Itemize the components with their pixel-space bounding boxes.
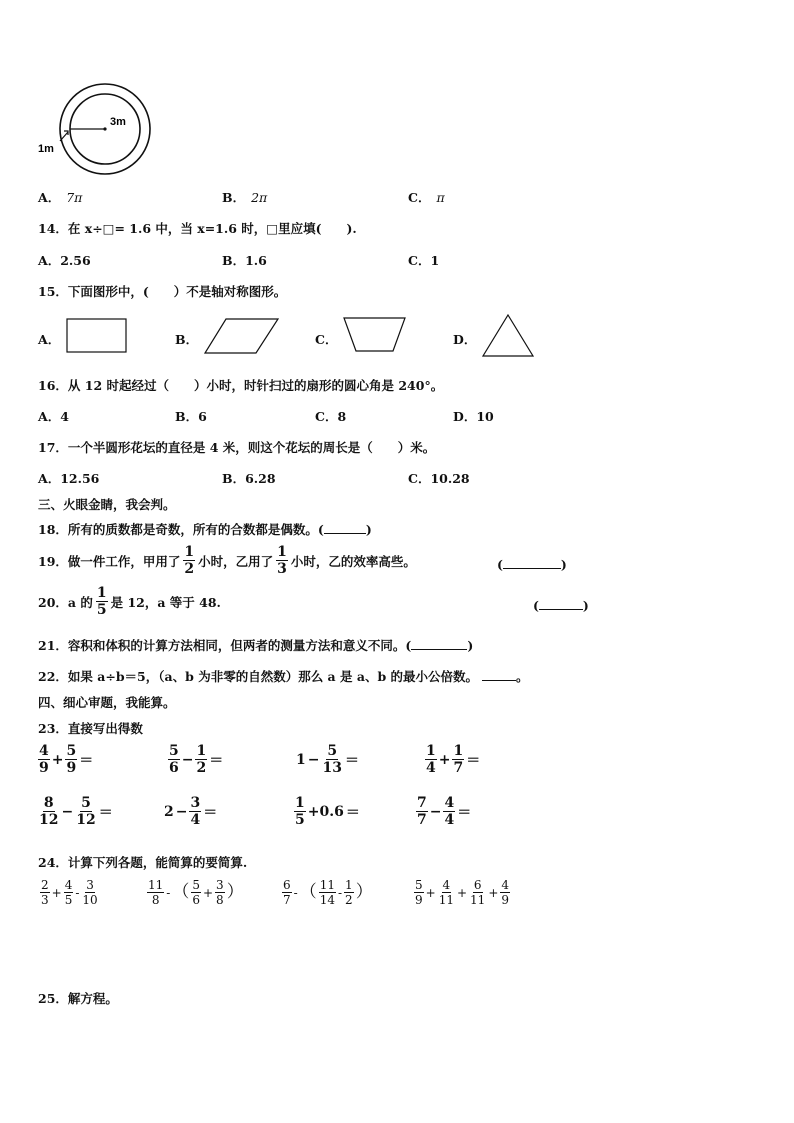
q15-option-b[interactable]: B． (175, 332, 199, 347)
q16-stem: 16．从 12 时起经过（ ）小时，时针扫过的扇形的圆心角是 240°。 (38, 378, 444, 393)
q24-expr-4: $\frac{5}{9}$ + $\frac{4}{11}$ + $\frac{6}{11}$ + $\frac{4}{9}$ (415, 878, 510, 907)
q23-expr-6: 2 − $\frac{3}{4}$ ＝ (164, 795, 218, 828)
q14-stem: 14．在 x÷□= 1.6 中，当 x=1.6 时，□里应填( ). (38, 221, 357, 236)
q23-expr-2: $\frac{5}{6}$ − $\frac{1}{2}$ ＝ (169, 743, 224, 776)
ring-figure (30, 76, 160, 180)
q19: 19．做一件工作，甲用了 $\frac{1}{2}$ 小时，乙用了 $\frac{1}{3}$ 小时，乙的效率高些。 (38, 544, 416, 577)
q19-answer-blank[interactable] (503, 568, 561, 569)
q23-stem: 23．直接写出得数 (38, 721, 143, 736)
inner-radius-label: 3m (110, 116, 126, 128)
q21: 21．容积和体积的计算方法相同，但两者的测量方法和意义不同。( ) (38, 638, 474, 653)
q13-option-a[interactable]: A． 7π (38, 190, 83, 205)
q17-option-c[interactable]: C．10.28 (408, 471, 470, 486)
ring-width-label: 1m (38, 143, 54, 155)
rectangle-shape (66, 318, 128, 354)
q23-expr-4: $\frac{1}{4}$ + $\frac{1}{7}$ ＝ (426, 743, 481, 776)
q13-option-b[interactable]: B． 2π (222, 190, 268, 205)
q14-option-b[interactable]: B．1.6 (222, 253, 267, 268)
section-4-heading: 四、细心审题，我能算。 (38, 695, 176, 710)
section-3-heading: 三、火眼金睛，我会判。 (38, 497, 176, 512)
q22: 22．如果 a÷b＝5，（a、b 为非零的自然数）那么 a 是 a、b 的最小公倍数。 。 (38, 669, 529, 684)
q13-option-c[interactable]: C． π (408, 190, 445, 205)
trapezoid-shape (343, 317, 407, 353)
q15-stem: 15．下面图形中，( ）不是轴对称图形。 (38, 284, 287, 299)
q20-fraction: $\frac{1}{5}$ (96, 585, 107, 618)
q20-answer-blank[interactable] (539, 609, 583, 610)
q17-option-b[interactable]: B．6.28 (222, 471, 276, 486)
q19-fraction-2: $\frac{1}{3}$ (277, 544, 287, 577)
q24-expr-2: $\frac{11}{8}$ - （ $\frac{5}{6}$ + $\frac{3}{8}$ ） (148, 878, 244, 907)
q22-answer-blank[interactable] (482, 680, 516, 681)
q23-expr-3: 1 − $\frac{5}{13}$ ＝ (296, 743, 359, 776)
q18: 18．所有的质数都是奇数，所有的合数都是偶数。( ) (38, 522, 372, 537)
q21-answer-blank[interactable] (411, 649, 467, 650)
q23-expr-1: $\frac{4}{9}$ + $\frac{5}{9}$ ＝ (39, 743, 94, 776)
q17-stem: 17．一个半圆形花坛的直径是 4 米，则这个花坛的周长是（ ）米。 (38, 440, 436, 455)
q20-answer: ( ) (533, 598, 589, 613)
q16-option-a[interactable]: A．4 (38, 409, 69, 424)
q24-stem: 24．计算下列各题，能简算的要简算. (38, 855, 248, 870)
parallelogram-shape (204, 318, 280, 356)
q23-expr-5: $\frac{8}{12}$ − $\frac{5}{12}$ ＝ (39, 795, 113, 828)
q16-option-b[interactable]: B．6 (175, 409, 207, 424)
q14-option-c[interactable]: C．1 (408, 253, 440, 268)
q23-expr-8: $\frac{7}{7}$ − $\frac{4}{4}$ ＝ (417, 795, 472, 828)
q18-answer-blank[interactable] (324, 533, 366, 534)
q16-option-c[interactable]: C．8 (315, 409, 347, 424)
q17-option-a[interactable]: A．12.56 (38, 471, 100, 486)
q15-option-a[interactable]: A． (38, 332, 61, 347)
q14-option-a[interactable]: A．2.56 (38, 253, 91, 268)
q16-option-d[interactable]: D．10 (453, 409, 494, 424)
q25-stem: 25．解方程。 (38, 991, 118, 1006)
q23-expr-7: $\frac{1}{5}$ +0.6 ＝ (295, 795, 360, 828)
triangle-shape (482, 314, 534, 358)
q19-fraction-1: $\frac{1}{2}$ (184, 544, 195, 577)
q19-answer: ( ) (497, 557, 567, 572)
q20: 20．a 的 $\frac{1}{5}$ 是 12，a 等于 48. (38, 585, 221, 618)
q24-expr-3: $\frac{6}{7}$ - （ $\frac{11}{14}$ - $\frac{1}{2}$ ） (283, 878, 373, 907)
q15-option-c[interactable]: C． (315, 332, 338, 347)
q15-option-d[interactable]: D． (453, 332, 477, 347)
q24-expr-1: $\frac{2}{3}$ + $\frac{4}{5}$ - $\frac{3}{10}$ (41, 878, 98, 907)
